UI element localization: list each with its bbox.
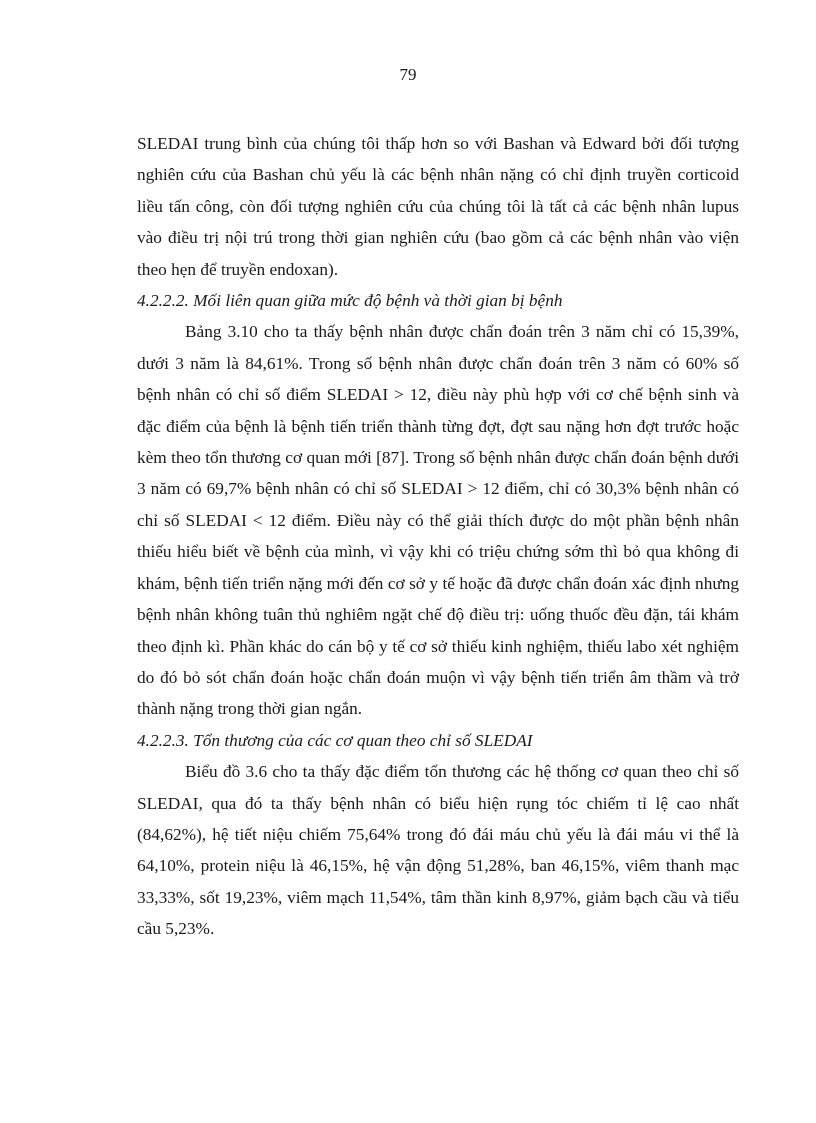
paragraph-organ-involvement: Biểu đồ 3.6 cho ta thấy đặc điểm tổn thương các hệ thống cơ quan theo chỉ số SLEDAI, qua đó ta thấy bệnh nhân có biểu hiện rụng tóc chiếm tỉ lệ cao nhất (84,62%), hệ tiết niệu chiếm 75,64% trong đó đái máu chủ yếu là đái máu vi thể là 64,10%, protein niệu là 46,15%, hệ vận động 51,28%, ban 46,15%, viêm thanh mạc 33,33%, sốt 19,23%, viêm mạch 11,54%, tâm thần kinh 8,97%, giảm bạch cầu và tiểu cầu 5,23%. [137,762,739,939]
document-body [137,128,739,945]
section-heading-4-2-2-3: 4.2.2.3. Tổn thương của các cơ quan theo chỉ số SLEDAI [137,730,533,750]
page-number: 79 [399,65,417,84]
section-heading-4-2-2-2: 4.2.2.2. Mối liên quan giữa mức độ bệnh và thời gian bị bệnh [137,291,563,311]
paragraph-sledai-comparison: SLEDAI trung bình của chúng tôi thấp hơn so với Bashan và Edward bởi đối tượng nghiên cứu của Bashan chủ yếu là các bệnh nhân nặng có chỉ định truyền corticoid liều tấn công, còn đối tượng nghiên cứu của chúng tôi là tất cả các bệnh nhân lupus vào điều trị nội trú trong thời gian nghiên cứu (bao gồm cả các bệnh nhân vào viện theo hẹn để truyền endoxan). [137,134,739,279]
paragraph-disease-duration: Bảng 3.10 cho ta thấy bệnh nhân được chẩn đoán trên 3 năm chỉ có 15,39%, dưới 3 năm là 84,61%. Trong số bệnh nhân được chẩn đoán trên 3 năm có 60% số bệnh nhân có chỉ số điểm SLEDAI > 12, điều này phù hợp với cơ chế bệnh sinh và đặc điểm của bệnh là bệnh tiến triển thành từng đợt, đợt sau nặng hơn đợt trước hoặc kèm theo tổn thương cơ quan mới [87]. Trong số bệnh nhân được chẩn đoán bệnh dưới 3 năm có 69,7% bệnh nhân có chỉ số SLEDAI > 12 điểm, chỉ có 30,3% bệnh nhân có chỉ số SLEDAI < 12 điểm. Điều này có thể giải thích được do một phần bệnh nhân thiếu hiểu biết về bệnh của mình, vì vậy khi có triệu chứng sớm thì bỏ qua không đi khám, bệnh tiến triển nặng mới đến cơ sở y tế hoặc đã được chẩn đoán xác định nhưng bệnh nhân không tuân thủ nghiêm ngặt chế độ điều trị: uống thuốc đều đặn, tái khám theo định kì. Phần khác do cán bộ y tế cơ sở thiếu kinh nghiệm, thiếu labo xét nghiệm do đó bỏ sót chẩn đoán hoặc chẩn đoán muộn vì vậy bệnh tiến triển âm thầm và trở thành nặng trong thời gian ngắn. [137,322,739,719]
